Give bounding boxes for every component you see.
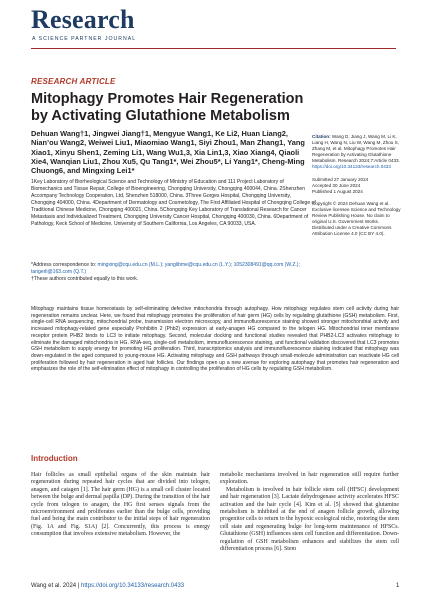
affiliations: 1Key Laboratory of Biorheological Science and Technology of Ministry of Education and 111 Project Laboratory of Biomechanics and Tissue Repair, College of Bioengineering, Chongqing University, Chongqing 400044, China. 2Shenzhen Accompany Technology Cooperation, Ltd, Shenzhen 518000, China. 3Three Gorges Hospital, Chongqing University, Chongqing 404000, China. 4Department of Dermatology and Cosmetology, The First Affiliated Hospital of Chongqing College of Traditional Chinese Medicine, Chongqing 400021, China. 5Chongqing Key Laboratory of Translational Research for Cancer Metastasis and Individualized Treatment, Chongqing University Cancer Hospital, Chongqing 400030, China. 6Department of Pathology, Keck School of Medicine, University of Southern California, Los Angeles, CA 90033, USA. xyxy=(31,179,316,228)
equal-contribution-note: †These authors contributed equally to this work. xyxy=(31,276,139,283)
article-title: Mitophagy Promotes Hair Regeneration by Activating Glutathione Metabolism xyxy=(31,91,304,124)
dates-block xyxy=(312,177,402,195)
submitted-date: Submitted 27 January 2024 xyxy=(312,176,369,182)
published-date: Published 1 August 2024 xyxy=(312,188,363,194)
footer-doi-link[interactable]: https://doi.org/10.34133/research.0433 xyxy=(81,583,185,589)
journal-tagline: A SCIENCE PARTNER JOURNAL xyxy=(32,36,137,42)
body-column-right xyxy=(220,472,399,553)
citation-label: Citation: xyxy=(312,134,331,139)
footer-citation: Wang et al. 2024 | xyxy=(31,583,82,589)
citation-block xyxy=(312,134,402,171)
correspondence-block xyxy=(31,262,316,283)
page-number: 1 xyxy=(396,583,400,589)
correspondence-emails[interactable]: mingxing@cqu.edu.cn (M.L.); yanglibme@cqu.edu.cn (L.Y.); 1052308491@qq.com (W.Z.); tangerli@163.com (Q.T.) xyxy=(31,262,300,276)
correspondence-prefix: *Address correspondence to: xyxy=(31,262,98,268)
body-column-left xyxy=(31,472,210,539)
accepted-date: Accepted 30 June 2024 xyxy=(312,182,361,188)
journal-logo: Research xyxy=(31,5,135,34)
article-info-sidebar xyxy=(312,134,402,243)
citation-doi-link[interactable]: https://doi.org/10.34133/research.0433 xyxy=(312,164,391,170)
header-divider xyxy=(31,48,396,49)
body-paragraph: Metabolism is involved in hair follicle stem cell (HFSC) development and hair regeneration [3]. Lactate dehydrogenase activity accelerates HFSC activation and the hair cycle [4]. Kim et al. [5] showed that glutamine metabolism is inhibited at the end of anagen follicle growth, allowing progenitor cells to return to the hypoxic ecological niche, restoring the stem cell state and regenerating bulge for long-term maintenance of HFSCs. Glutathione (GSH) influences stem cell function and differentiation. Down-regulation of GSH metabolism enhances and stabilizes the stem cell differentiation process [6]. Stem xyxy=(220,486,399,553)
copyright-notice: Copyright © 2024 Dehuan Wang et al. Exclusive licensee Science and Technology Review Publishing House. No claim to original U.S. Government Works. Distributed under a Creative Commons Attribution License 4.0 (CC BY 4.0). xyxy=(312,200,401,237)
section-heading-introduction: Introduction xyxy=(31,454,78,463)
citation-text: Wang D, Jiang J, Wang M, Li K, Liang H, Wang N, Liu W, Wang M, Zhou S, Zhang M, et al. Mitophagy Promotes Hair Regeneration by Activating Glutathione Metabolism. Research 2024;7:Article 0433. xyxy=(312,134,400,164)
body-paragraph: metabolic mechanisms involved in hair regeneration still require further exploration. xyxy=(220,472,399,486)
author-list: Dehuan Wang†1, Jingwei Jiang†1, Mengyue Wang1, Ke Li2, Huan Liang2, Nian’ou Wang2, Weiwei Liu1, Miaomiao Wang1, Siyi Zhou1, Man Zhang1, Yang Xiao1, Xinyu Shen1, Zeming Li1, Wang Wu1,3, Xia Lin1,3, Xiao Xiang4, Qiaoli Xie4, Wanqian Liu1, Zhou Xu5, Qu Tang1*, Wei Zhou5*, Li Yang1*, Cheng-Ming Chuong6, and Mingxing Lei1* xyxy=(31,129,305,176)
article-type-label: RESEARCH ARTICLE xyxy=(31,77,116,86)
abstract: Mitophagy maintains tissue homeostasis by self-eliminating defective mitochondria through autophagy. How mitophagy regulates stem cell activity during hair regeneration remains unclear. Here, we found that mitophagy promotes the proliferation of hair germ (HG) cells by regulating glutathione (GSH) metabolism. First, single-cell RNA sequencing, mitochondrial probe, transmission electron microscopy, and immunofluorescence staining showed stronger mitochondrial activity and increased mitophagy-related gene especially Prohibitin 2 (Phb2) expression at early-anagen HG compared to the telogen HG. Mitochondrial inner membrane receptor protein PHB2 binds to LC3 to initiate mitophagy. Second, molecular docking and functional studies revealed that PHB2-LC3 activates mitophagy to eliminate the damaged mitochondria in HG. RNA-seq, single-cell metabolism, immunofluorescence staining, and functional validation discovered that LC3 promotes GSH metabolism to supply energy for promoting HG proliferation. Third, transcriptomics analysis and immunofluorescence staining indicated that mitophagy was down-regulated in the aged compared to young-mouse HG. Activating mitophagy and GSH pathways through small-molecule administration can reactivate HG cell proliferation followed by hair regeneration in aged hair follicles. Our findings open up a new avenue for exploring autophagy that promotes hair regeneration and emphasizes the role of the self-elimination effect of mitophagy in controlling the proliferation of HG cells by regulating GSH metabolism. xyxy=(31,306,399,373)
page-footer xyxy=(31,583,184,589)
body-paragraph: Hair follicles as small epithelial organs of the skin maintain hair regeneration during repeated hair cycles that are divided into telogen, anagen, and catagen [1]. The hair germ (HG) is a small cell cluster located between the bulge and dermal papilla (DP). During the transition of the hair cycle from telogen to anagen, the HG first senses signals from the microenvironment and proliferates earlier than the bulge cells, providing fuel and being the main contributor to the initial steps of hair regeneration (Fig. 1A and Fig. S1A) [2]. Concurrently, this process is energy consumption that involves extensive metabolism. However, the xyxy=(31,472,210,538)
